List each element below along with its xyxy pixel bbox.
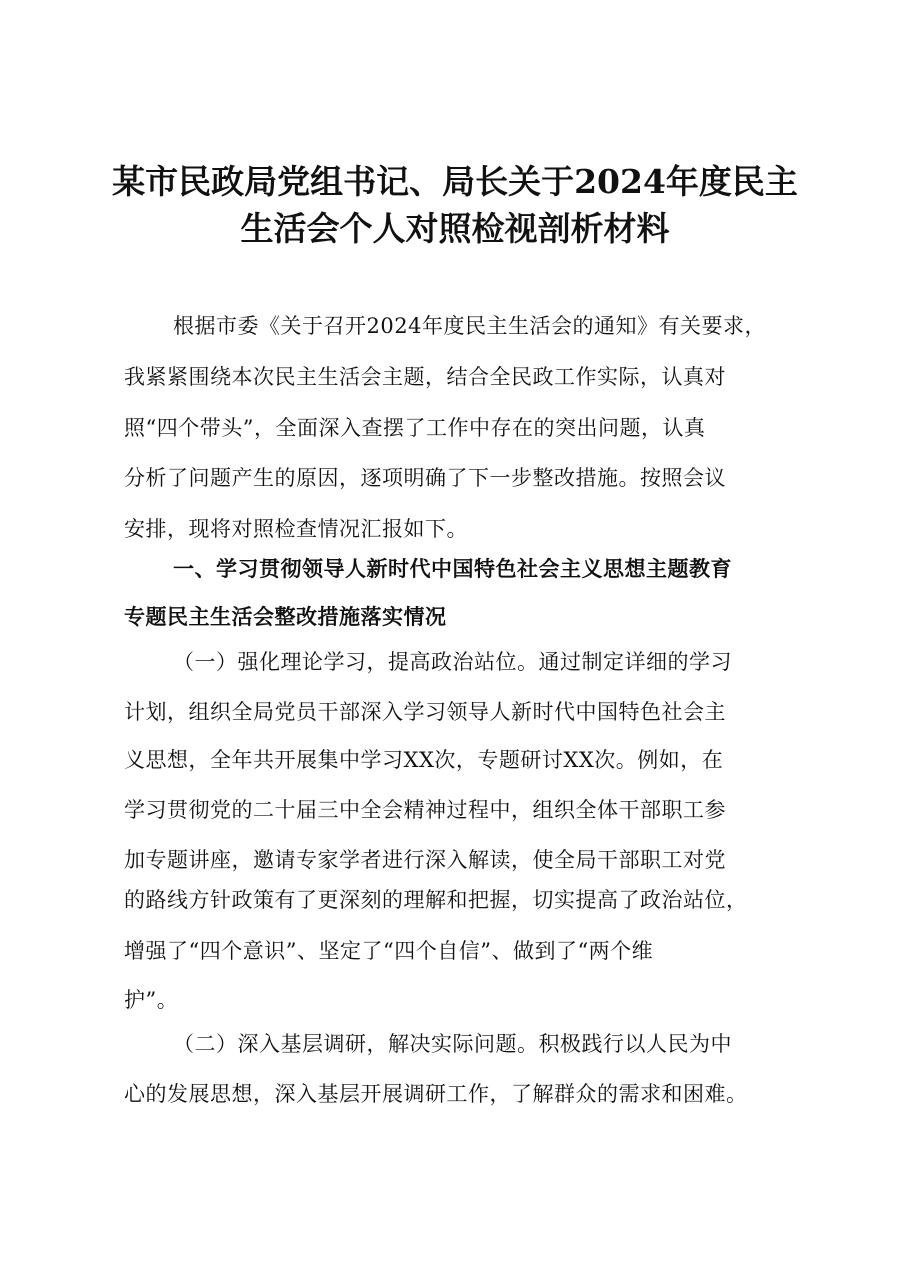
section-1-heading-line-1: 一、学习贯彻领导人新时代中国特色社会主义思想主题教育 [173, 557, 732, 581]
document-title-line-2: 生活会个人对照检视剖析材料 [240, 209, 670, 248]
intro-line-5: 安排，现将对照检查情况汇报如下。 [124, 517, 468, 541]
section-1-heading-line-2: 专题民主生活会整改措施落实情况 [124, 605, 447, 629]
para-2-line-1: （二）深入基层调研，解决实际问题。积极践行以人民为中 [173, 1032, 732, 1056]
para-1-line-4: 学习贯彻党的二十届三中全会精神过程中，组织全体干部职工参 [124, 798, 726, 822]
para-1-line-1: （一）强化理论学习，提高政治站位。通过制定详细的学习 [173, 650, 732, 674]
para-2-line-2: 心的发展思想，深入基层开展调研工作，了解群众的需求和困难。 [124, 1082, 748, 1106]
document-title-line-1: 某市民政局党组书记、局长关于2024年度民主 [112, 162, 798, 201]
para-1-line-6: 的路线方针政策有了更深刻的理解和把握，切实提高了政治站位， [124, 888, 748, 912]
intro-line-3: 照“四个带头”，全面深入查摆了工作中存在的突出问题，认真 [124, 416, 706, 440]
para-1-line-8: 护”。 [124, 988, 179, 1012]
para-1-line-2: 计划，组织全局党员干部深入学习领导人新时代中国特色社会主 [124, 700, 726, 724]
intro-line-1: 根据市委《关于召开2024年度民主生活会的通知》有关要求， [173, 314, 766, 338]
para-1-line-7: 增强了“四个意识”、坚定了“四个自信”、做到了“两个维 [124, 939, 654, 963]
intro-line-2: 我紧紧围绕本次民主生活会主题，结合全民政工作实际，认真对 [124, 365, 726, 389]
intro-line-4: 分析了问题产生的原因，逐项明确了下一步整改措施。按照会议 [124, 466, 726, 490]
para-1-line-3: 义思想，全年共开展集中学习XX次，专题研讨XX次。例如，在 [124, 748, 724, 772]
para-1-line-5: 加专题讲座，邀请专家学者进行深入解读，使全局干部职工对党 [124, 848, 726, 872]
